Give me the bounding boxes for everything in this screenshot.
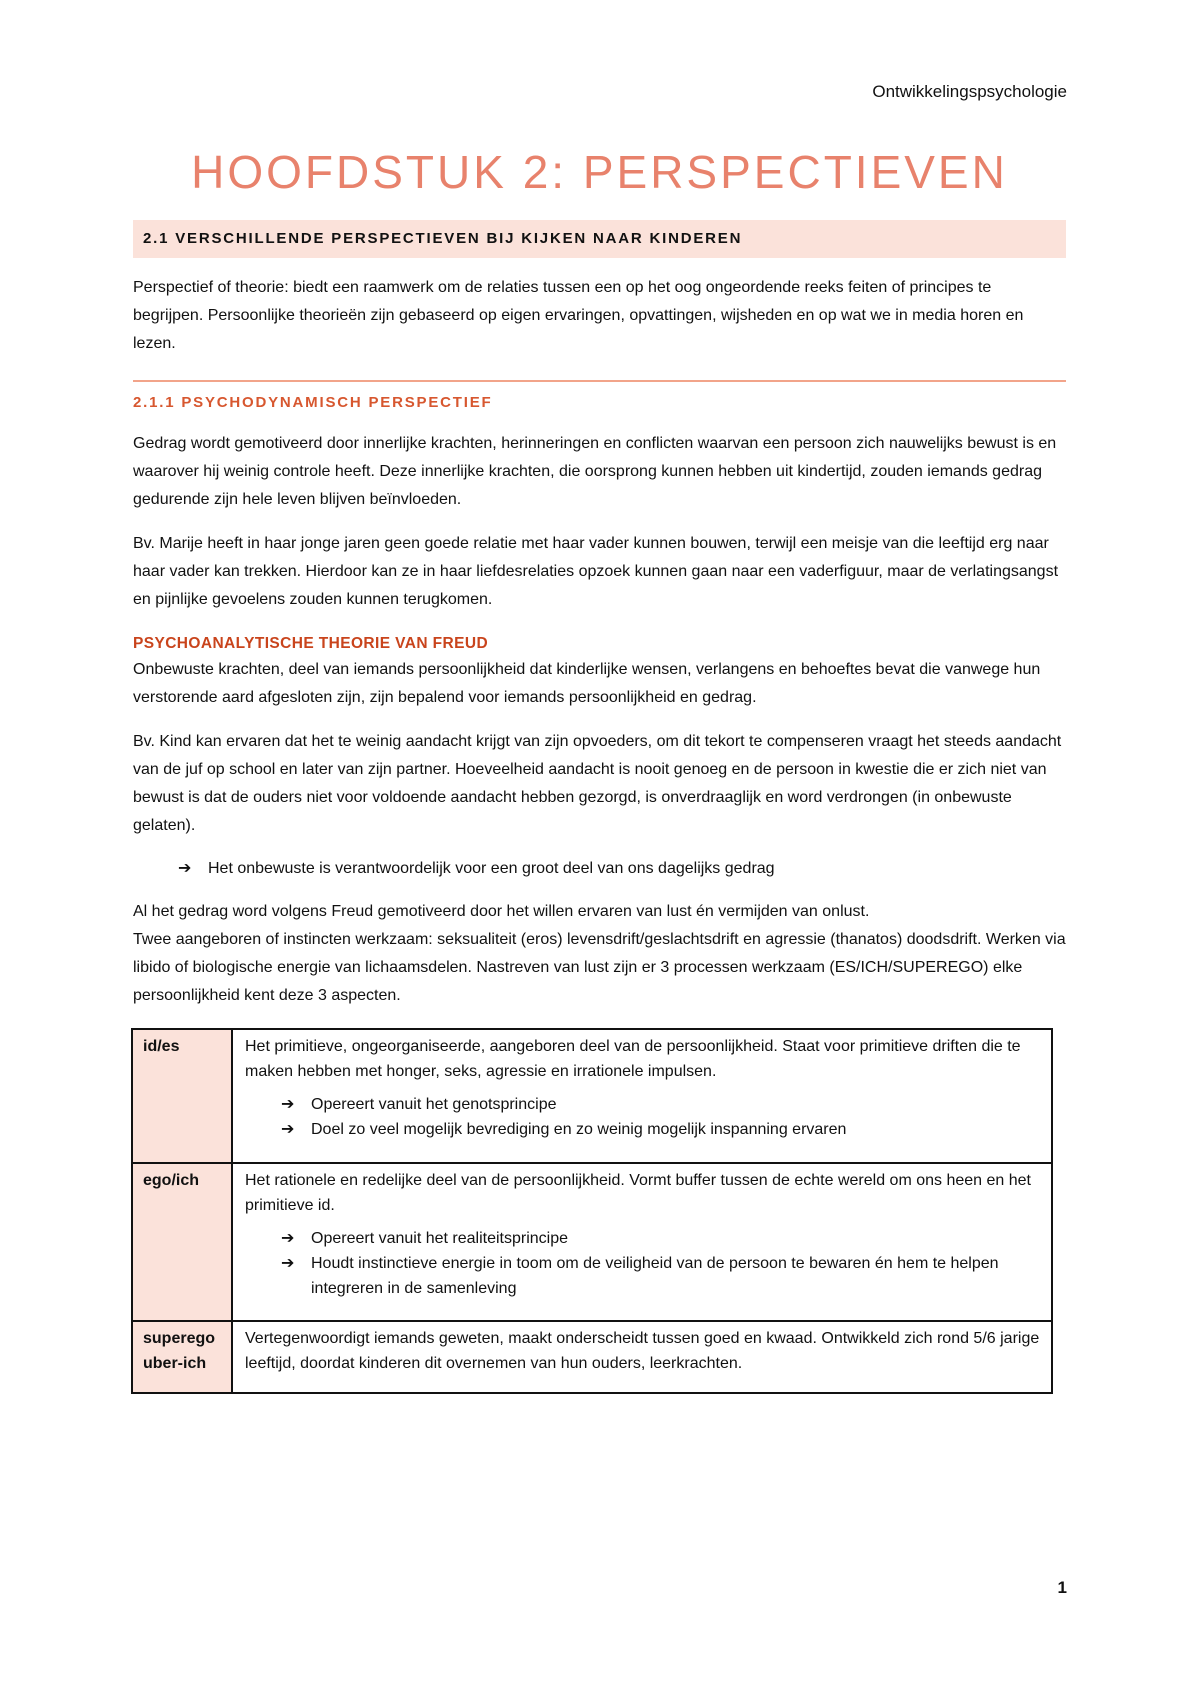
- row-label-text: ego/ich: [143, 1172, 200, 1189]
- page-content: [133, 140, 1066, 1394]
- table-row: [132, 1163, 1052, 1321]
- row-description: Vertegenwoordigt iemands geweten, maakt onderscheidt tussen goed en kwaad. Ontwikkeld zich rond 5/6 jarige leeftijd, doordat kinderen dit overnemen van hun ouders, leerkrachten.: [245, 1330, 1040, 1372]
- freud-example: Bv. Kind kan ervaren dat het te weinig aandacht krijgt van zijn opvoeders, om dit tekort te compenseren vraagt het steeds aandacht van de juf op school en later van zijn partner. Hoeveelheid aandacht is nooit genoeg en de persoon in kwestie die er zich niet van bewust is dat de ouders niet voor voldoende aandacht hebben gezorgd, is onverdraaglijk en word verdrongen (in onbewuste gelaten).: [133, 733, 1062, 834]
- row-label: [132, 1321, 232, 1393]
- arrow-statement-text: Het onbewuste is verantwoordelijk voor een groot deel van ons dagelijks gedrag: [208, 860, 775, 877]
- row-description-cell: [232, 1321, 1052, 1393]
- section-divider: [133, 380, 1066, 382]
- freud-drives-line1: Al het gedrag word volgens Freud gemotiveerd door het willen ervaren van lust én vermijden van onlust.: [133, 903, 870, 920]
- row-description-cell: [232, 1029, 1052, 1163]
- list-item: [281, 1226, 1043, 1251]
- chapter-title: HOOFDSTUK 2: PERSPECTIEVEN: [191, 146, 1008, 198]
- row-label-text-alt: uber-ich: [143, 1355, 207, 1372]
- arrow-right-icon: ➔: [281, 1096, 295, 1113]
- list-item: [281, 1092, 1043, 1117]
- bullet-text: Doel zo veel mogelijk bevrediging en zo weinig mogelijk inspanning ervaren: [311, 1121, 847, 1138]
- arrow-right-icon: ➔: [178, 860, 192, 877]
- list-item: [281, 1117, 1043, 1142]
- arrow-statement: [133, 856, 1066, 882]
- personality-structure-table: [131, 1028, 1053, 1394]
- running-header: Ontwikkelingspsychologie: [872, 82, 1067, 101]
- list-item: [281, 1251, 1043, 1301]
- section-2-1-paragraph: Perspectief of theorie: biedt een raamwerk om de relaties tussen een op het oog ongeordende reeks feiten of principes te begrijpen. Persoonlijke theorieën zijn gebaseerd op eigen ervaringen, opvattingen, wijsheden en op wat we in media horen en lezen.: [133, 279, 1024, 352]
- table-row: [132, 1321, 1052, 1393]
- row-bullets: [245, 1226, 1043, 1301]
- psychodynamic-example: Bv. Marije heeft in haar jonge jaren geen goede relatie met haar vader kunnen bouwen, terwijl een meisje van die leeftijd erg naar haar vader kan trekken. Hierdoor kan ze in haar liefdesrelaties opzoek kunnen gaan naar een vaderfiguur, maar de verlatingsangst en pijnlijke gevoelens zouden kunnen terugkomen.: [133, 535, 1059, 608]
- row-description: Het primitieve, ongeorganiseerde, aangeboren deel van de persoonlijkheid. Staat voor primitieve driften die te maken hebben met honger, seks, agressie en irrationele impulsen.: [245, 1038, 1021, 1080]
- row-label-text: id/es: [143, 1038, 180, 1055]
- freud-drives-paragraph: [133, 898, 1066, 1010]
- row-bullets: [245, 1092, 1043, 1142]
- row-description-cell: [232, 1163, 1052, 1321]
- table-row: [132, 1029, 1052, 1163]
- psychodynamic-paragraph: Gedrag wordt gemotiveerd door innerlijke krachten, herinneringen en conflicten waarvan een persoon zich nauwelijks bewust is en waarover hij weinig controle heeft. Deze innerlijke krachten, die oorsprong kunnen hebben uit kindertijd, zouden iemands gedrag gedurende zijn hele leven blijven beïnvloeden.: [133, 435, 1057, 508]
- bullet-text: Opereert vanuit het genotsprincipe: [311, 1096, 557, 1113]
- arrow-right-icon: ➔: [281, 1121, 295, 1138]
- arrow-right-icon: ➔: [281, 1255, 295, 1272]
- row-description: Het rationele en redelijke deel van de persoonlijkheid. Vormt buffer tussen de echte wereld om ons heen en het primitieve id.: [245, 1172, 1031, 1214]
- section-heading-2-1: 2.1 VERSCHILLENDE PERSPECTIEVEN BIJ KIJKEN NAAR KINDEREN: [133, 220, 1066, 258]
- row-label: [132, 1163, 232, 1321]
- arrow-right-icon: ➔: [281, 1230, 295, 1247]
- bullet-text: Opereert vanuit het realiteitsprincipe: [311, 1230, 569, 1247]
- row-label: [132, 1029, 232, 1163]
- page-number: 1: [1057, 1578, 1067, 1597]
- freud-paragraph: Onbewuste krachten, deel van iemands persoonlijkheid dat kinderlijke wensen, verlangens en behoeftes bevat die vanwege hun verstorende aard afgesloten zijn, zijn bepalend voor iemands persoonlijkheid en gedrag.: [133, 661, 1041, 706]
- section-heading-2-1-1: 2.1.1 PSYCHODYNAMISCH PERSPECTIEF: [133, 394, 493, 411]
- row-label-text: superego: [143, 1330, 216, 1347]
- bullet-text: Houdt instinctieve energie in toom om de veiligheid van de persoon te bewaren én hem te helpen integreren in de samenleving: [311, 1255, 999, 1297]
- freud-heading: PSYCHOANALYTISCHE THEORIE VAN FREUD: [133, 635, 489, 652]
- freud-drives-rest: Twee aangeboren of instincten werkzaam: seksualiteit (eros) levensdrift/geslachtsdrift en agressie (thanatos) doodsdrift. Werken via libido of biologische energie van lichaamsdelen. Nastreven van lust zijn er 3 processen werkzaam (ES/ICH/SUPEREGO) elke persoonlijkheid kent deze 3 aspecten.: [133, 931, 1066, 1004]
